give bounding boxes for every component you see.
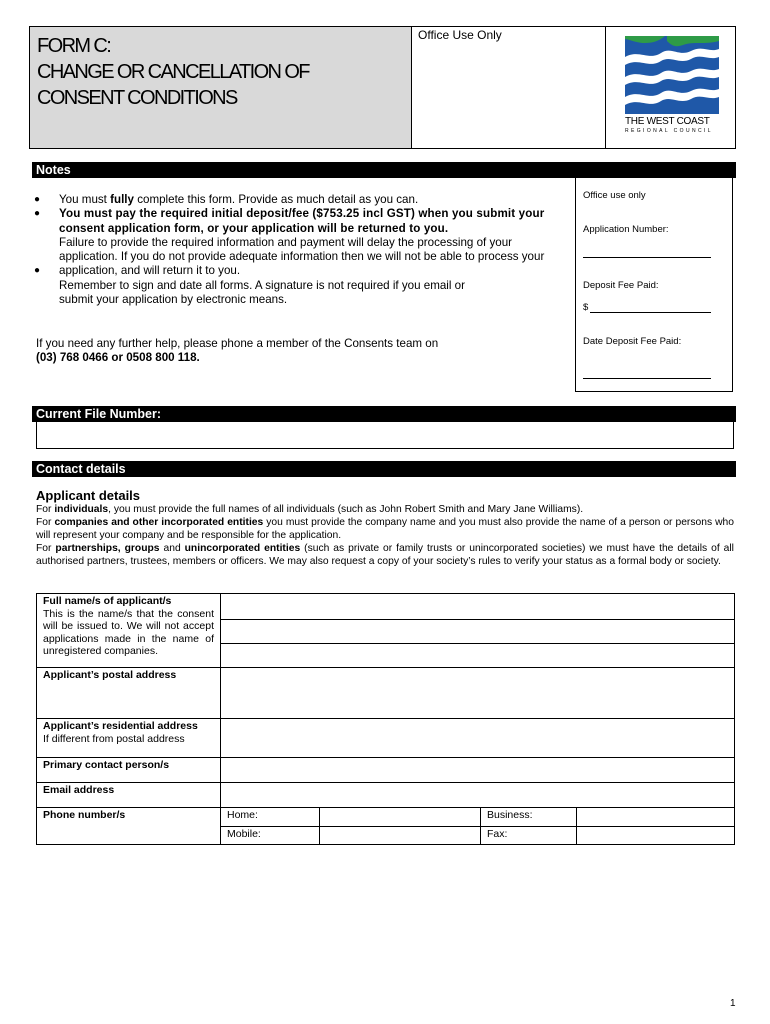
bullet-icon: ● — [34, 194, 41, 205]
fax-label: Fax: — [481, 827, 577, 845]
bullet-icon: ● — [34, 208, 41, 220]
office-panel-title: Office use only — [583, 190, 646, 201]
business-phone-input[interactable] — [577, 808, 735, 827]
office-use-panel — [575, 178, 733, 392]
postal-label-cell — [37, 668, 221, 719]
residential-address-input[interactable] — [221, 719, 735, 758]
full-name-input-3[interactable] — [221, 644, 735, 668]
help-text-line: If you need any further help, please phone a member of the Consents team on — [36, 337, 439, 350]
note-1-post: complete this form. Provide as much detail as you can. — [133, 193, 419, 206]
application-number-label: Application Number: — [583, 224, 669, 235]
date-deposit-line — [583, 378, 711, 379]
mobile-label: Mobile: — [221, 827, 320, 845]
office-use-box — [411, 26, 606, 149]
contact-section-bar: Contact details — [32, 461, 736, 477]
instruction-individuals: For individuals, you must provide the full names of all individuals (such as John Robert Smith and Mary Jane Williams). — [36, 504, 584, 515]
phone-row-1 — [37, 808, 735, 827]
residential-row — [37, 719, 735, 758]
postal-label: Applicant’s postal address — [43, 669, 177, 681]
postal-row — [37, 668, 735, 719]
form-title-box — [29, 26, 412, 149]
residential-label-cell — [37, 719, 221, 758]
date-deposit-label: Date Deposit Fee Paid: — [583, 336, 682, 347]
home-label: Home: — [221, 808, 320, 827]
notes-section-bar: Notes — [32, 162, 736, 178]
notes-list — [30, 193, 560, 307]
phone-label: Phone number/s — [43, 809, 126, 821]
mobile-phone-input[interactable] — [320, 827, 481, 845]
postal-address-input[interactable] — [221, 668, 735, 719]
applicant-form-table — [36, 593, 735, 845]
note-1-bold: fully — [110, 193, 134, 206]
residential-label: Applicant’s residential address — [43, 720, 198, 732]
email-label: Email address — [43, 784, 115, 796]
help-phone: (03) 768 0466 or 0508 800 118. — [36, 351, 200, 365]
note-bullet-4 — [30, 279, 499, 308]
note-1-pre: You must — [59, 193, 111, 206]
email-label-cell — [37, 783, 221, 808]
note-bullet-2 — [30, 207, 560, 236]
full-names-label: Full name/s of applicant/s — [43, 595, 172, 607]
form-title-line-1: FORM C: — [37, 35, 111, 57]
full-name-input-1[interactable] — [221, 594, 735, 620]
deposit-prefix: $ — [583, 302, 589, 313]
application-number-line — [583, 257, 711, 258]
form-title-line-3: CONSENT CONDITIONS — [37, 87, 237, 109]
applicant-heading: Applicant details — [36, 488, 141, 503]
business-label: Business: — [481, 808, 577, 827]
home-phone-input[interactable] — [320, 808, 481, 827]
office-use-label: Office Use Only — [418, 28, 502, 42]
deposit-fee-label: Deposit Fee Paid: — [583, 280, 659, 291]
full-names-label-cell — [37, 594, 221, 668]
residential-note: If different from postal address — [43, 732, 185, 745]
note-4-text: Remember to sign and date all forms. A signature is not required if you email or submit your application by electronic means. — [59, 278, 465, 307]
phone-label-cell — [37, 808, 221, 845]
primary-contact-label: Primary contact person/s — [43, 759, 170, 771]
note-2-text: You must pay the required initial deposit/fee ($753.25 incl GST) when you submit your consent application form, or your application will be returned to you. — [59, 207, 545, 235]
full-name-input-2[interactable] — [221, 620, 735, 644]
note-3-text: Failure to provide the required information and payment will delay the processing of your application. If you do not provide adequate information then we will not be able to process your application, and will return it to you. — [59, 235, 545, 278]
note-bullet-3 — [30, 236, 560, 279]
applicant-instructions — [36, 503, 734, 568]
primary-contact-row — [37, 758, 735, 783]
note-bullet-1 — [30, 193, 560, 207]
full-name-row-1 — [37, 594, 735, 620]
help-text — [36, 337, 556, 366]
instruction-companies: For companies and other incorporated entities you must provide the company name and you must also provide the name of a person or persons who will represent your company and be responsible for the application. — [36, 517, 734, 541]
current-file-input[interactable] — [36, 421, 734, 449]
instruction-partnerships: For partnerships, groups and unincorporated entities (such as private or family trusts or unincorporated societies) we must have the details of all authorised partners, trustees, members or officers. We may also request a copy of your society’s rules to verify your status as a formal body or society. — [36, 543, 734, 567]
email-row — [37, 783, 735, 808]
bullet-icon: ● — [34, 264, 41, 276]
logo-line-1: THE WEST COAST — [625, 116, 710, 127]
page-number: 1 — [730, 998, 736, 1009]
deposit-fee-line — [590, 312, 711, 313]
email-input[interactable] — [221, 783, 735, 808]
logo-line-2: REGIONAL COUNCIL — [625, 128, 713, 134]
fax-input[interactable] — [577, 827, 735, 845]
council-logo-box — [605, 26, 736, 149]
current-file-bar: Current File Number: — [32, 406, 736, 422]
form-title-line-2: CHANGE OR CANCELLATION OF — [37, 61, 309, 83]
primary-contact-input[interactable] — [221, 758, 735, 783]
full-names-note: This is the name/s that the consent will be issued to. We will not accept applications made in the name of unregistered companies. — [43, 607, 214, 658]
primary-contact-label-cell — [37, 758, 221, 783]
